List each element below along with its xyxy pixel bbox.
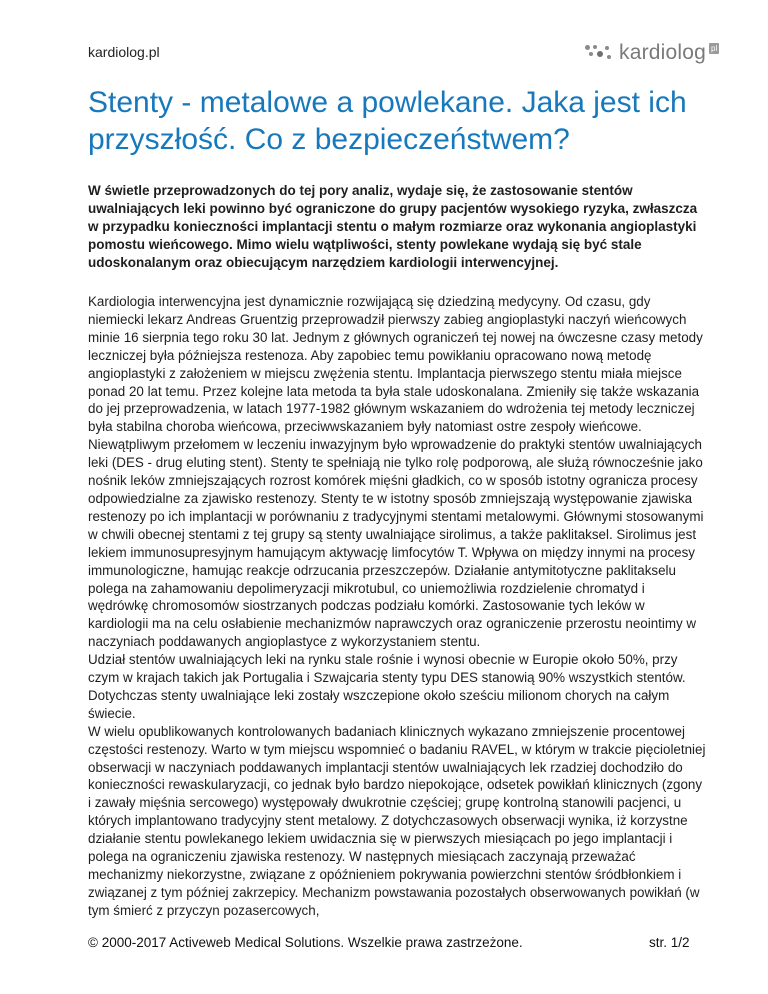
article-paragraph: Udział stentów uwalniających leki na rynku stale rośnie i wynosi obecnie w Europie około 50%, przy czym w krajach takich jak Portugalia i Szwajcaria stenty typu DES stanowią 90% wszystkich stentów. Dotychczas stenty uwalniające leki zostały wszczepione około sześciu milionom chorych na całym świecie. <box>88 652 686 721</box>
logo-wordmark: kardiolog <box>619 41 707 64</box>
article-paragraph: Kardiologia interwencyjna jest dynamicznie rozwijającą się dziedziną medycyny. Od czasu, gdy niemiecki lekarz Andreas Gruentzig przeprowadził pierwszy zabieg angioplastyki naczyń wieńcowych minie 16 sierpnia tego roku 30 lat. Jednym z głównych ograniczeń tej nowej na ówczesne czasy metody leczniczej była późniejsza restenoza. Aby zapobiec temu powikłaniu opracowano nową metodę angioplastyki z założeniem w miejscu zwężenia stentu. Implantacja pierwszego stentu miała miejsce ponad 20 lat temu. Przez kolejne lata metoda ta była stale udoskonalana. Zmieniły się także wskazania do jej przeprowadzenia, w latach 1977-1982 głównym wskazaniem do wdrożenia tej metody leczniczej była stabilna choroba wieńcowa, przeciwwskazaniem były natomiast ostre zespoły wieńcowe. <box>88 294 703 435</box>
page-number: str. 1/2 <box>649 935 690 950</box>
site-label: kardiolog.pl <box>88 44 160 60</box>
article-paragraph: W wielu opublikowanych kontrolowanych badaniach klinicznych wykazano zmniejszenie procentowej częstości restenozy. Warto w tym miejscu wspomnieć o badaniu RAVEL, w którym w trakcie pięcioletniej obserwacji w naczyniach poddawanych implantacji stentów uwalniających lek rzadziej dochodziło do konieczności rewaskularyzacji, co jednak było bardzo niepokojące, odsetek powikłań klinicznych (zgony i zawały mięśnia sercowego) występowały dwukrotnie częściej; grupę kontrolną stanowili pacjenci, u których implantowano tradycyjny stent metalowy. Z dotychczasowych obserwacji wynika, iż korzystne działanie stentu powlekanego lekiem uwidacznia się w pierwszych miesiącach po jego implantacji i polega na ograniczeniu zjawiska restenozy. W następnych miesiącach zaczynają przeważać mechanizmy niekorzystne, związane z opóźnieniem pokrywania powierzchni stentów śródbłonkiem i związanej z tym później zakrzepicy. Mechanizm powstawania pozostałych obserwowanych powikłań (w tym śmierć z przyczyn pozasercowych, <box>88 723 706 918</box>
kardiolog-logo[interactable] <box>583 38 723 68</box>
footer-copyright: © 2000-2017 Activeweb Medical Solutions. Wszelkie prawa zastrzeżone. <box>88 935 523 950</box>
article-title: Stenty - metalowe a powlekane. Jaka jest ich przyszłość. Co z bezpieczeństwem? <box>88 86 687 156</box>
logo-badge: pl <box>711 43 718 53</box>
article-body <box>88 293 708 920</box>
dots-logo-icon <box>583 42 617 64</box>
article-paragraph: Niewątpliwym przełomem w leczeniu inwazyjnym było wprowadzenie do praktyki stentów uwalniających leki (DES - drug eluting stent). Stenty te spełniają nie tylko rolę podporową, ale służą równocześnie jako nośnik leków zmniejszających rozrost komórek mięśni gładkich, co w sposób istotny ogranicza procesy odpowiedzialne za zjawisko restenozy. Stenty te w istotny sposób zmniejszają występowanie zjawiska restenozy po ich implantacji w porównaniu z tradycyjnymi stentami metalowymi. Głównymi stosowanymi w chwili obecnej stentami z tej grupy są stenty uwalniające sirolimus, a także paklitaksel. Sirolimus jest lekiem immunosupresyjnym hamującym aktywację limfocytów T. Wpływa on między innymi na procesy immunologiczne, hamując reakcje odrzucania przeszczepów. Działanie antymitotyczne paklitakselu polega na zahamowaniu depolimeryzacji mikrotubul, co uniemożliwia rozdzielenie chromatyd i wędrówkę chromosomów siostrzanych podczas podziału komórki. Zastosowanie tych leków w kardiologii ma na celu osłabienie mechanizmów naprawczych oraz ograniczenie przerostu neointimy w naczyniach poddawanych angioplastyce z wykorzystaniem stentu. <box>88 437 704 650</box>
article-lead: W świetle przeprowadzonych do tej pory analiz, wydaje się, że zastosowanie stentów uwalniających leki powinno być ograniczone do grupy pacjentów wysokiego ryzyka, zwłaszcza w przypadku konieczności implantacji stentu o małym rozmiarze oraz wykonania angioplastyki pomostu wieńcowego. Mimo wielu wątpliwości, stenty powlekane wydają się być stale udoskonalanym oraz obiecującym narzędziem kardiologii interwencyjnej. <box>88 183 698 270</box>
